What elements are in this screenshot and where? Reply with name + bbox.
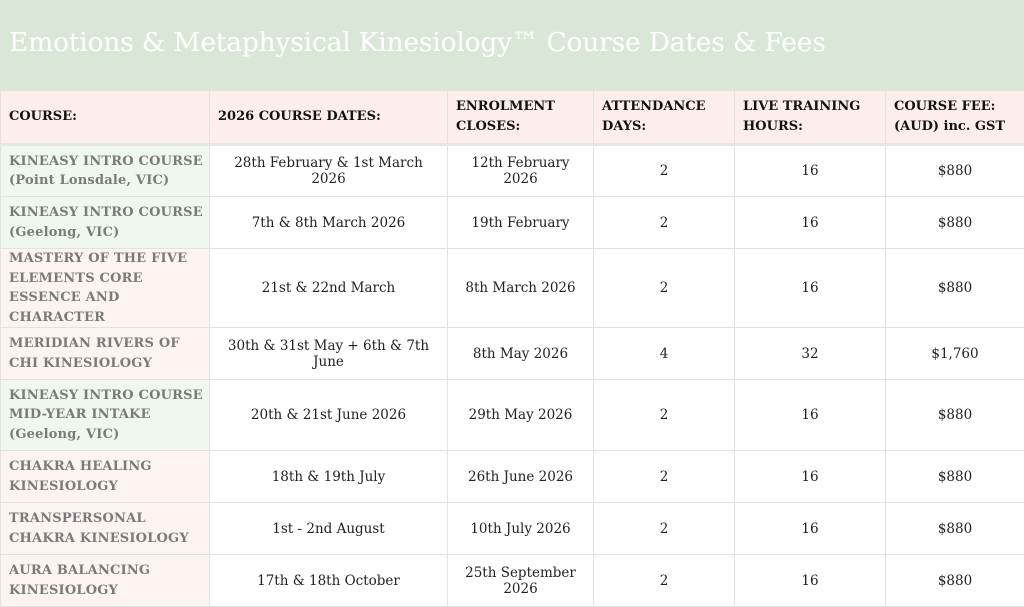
training-hours: 16 [735,555,886,607]
training-hours: 16 [735,380,886,451]
training-hours: 16 [735,249,886,328]
course-fee: $880 [886,451,1024,503]
header-enrolment-closes: ENROLMENT CLOSES: [448,91,594,145]
course-fee: $880 [886,249,1024,328]
course-fee: $880 [886,555,1024,607]
course-name: MERIDIAN RIVERS OF CHI KINESIOLOGY [1,328,210,380]
course-dates: 18th & 19th July [210,451,448,503]
course-dates: 17th & 18th October [210,555,448,607]
header-attendance-days: ATTENDANCE DAYS: [594,91,735,145]
enrolment-closes: 19th February [448,197,594,249]
course-dates: 28th February & 1st March 2026 [210,145,448,197]
course-name: KINEASY INTRO COURSE (Point Lonsdale, VIC) [1,145,210,197]
header-course-fee: COURSE FEE: (AUD) inc. GST [886,91,1024,145]
enrolment-closes: 26th June 2026 [448,451,594,503]
course-name: TRANSPERSONAL CHAKRA KINESIOLOGY [1,503,210,555]
training-hours: 16 [735,503,886,555]
table-row [1,197,1024,249]
course-name: CHAKRA HEALING KINESIOLOGY [1,451,210,503]
header-course: COURSE: [1,91,210,145]
attendance-days: 2 [594,503,735,555]
attendance-days: 2 [594,249,735,328]
attendance-days: 2 [594,380,735,451]
attendance-days: 2 [594,197,735,249]
table-row [1,145,1024,197]
enrolment-closes: 12th February 2026 [448,145,594,197]
table-row [1,555,1024,607]
enrolment-closes: 8th May 2026 [448,328,594,380]
course-dates: 21st & 22nd March [210,249,448,328]
training-hours: 32 [735,328,886,380]
training-hours: 16 [735,451,886,503]
course-fee: $1,760 [886,328,1024,380]
table-header-row [1,91,1024,145]
course-dates: 1st - 2nd August [210,503,448,555]
course-name: KINEASY INTRO COURSE (Geelong, VIC) [1,197,210,249]
course-dates-table [0,90,1024,607]
course-name: MASTERY OF THE FIVE ELEMENTS CORE ESSENCE AND CHARACTER [1,249,210,328]
course-fee: $880 [886,380,1024,451]
enrolment-closes: 29th May 2026 [448,380,594,451]
enrolment-closes: 8th March 2026 [448,249,594,328]
table-row [1,451,1024,503]
page-title: Emotions & Metaphysical Kinesiology™ Course Dates & Fees [9,27,826,58]
course-fee: $880 [886,197,1024,249]
header-course-dates: 2026 COURSE DATES: [210,91,448,145]
enrolment-closes: 25th September 2026 [448,555,594,607]
attendance-days: 2 [594,451,735,503]
title-banner [0,0,1024,91]
attendance-days: 4 [594,328,735,380]
table-row [1,249,1024,328]
course-name: KINEASY INTRO COURSE MID-YEAR INTAKE (Geelong, VIC) [1,380,210,451]
header-live-training-hours: LIVE TRAINING HOURS: [735,91,886,145]
training-hours: 16 [735,197,886,249]
course-fee: $880 [886,503,1024,555]
table-row [1,328,1024,380]
course-dates: 7th & 8th March 2026 [210,197,448,249]
course-fee: $880 [886,145,1024,197]
course-dates: 20th & 21st June 2026 [210,380,448,451]
attendance-days: 2 [594,145,735,197]
course-dates: 30th & 31st May + 6th & 7th June [210,328,448,380]
course-name: AURA BALANCING KINESIOLOGY [1,555,210,607]
table-row [1,503,1024,555]
enrolment-closes: 10th July 2026 [448,503,594,555]
table-row [1,380,1024,451]
attendance-days: 2 [594,555,735,607]
training-hours: 16 [735,145,886,197]
